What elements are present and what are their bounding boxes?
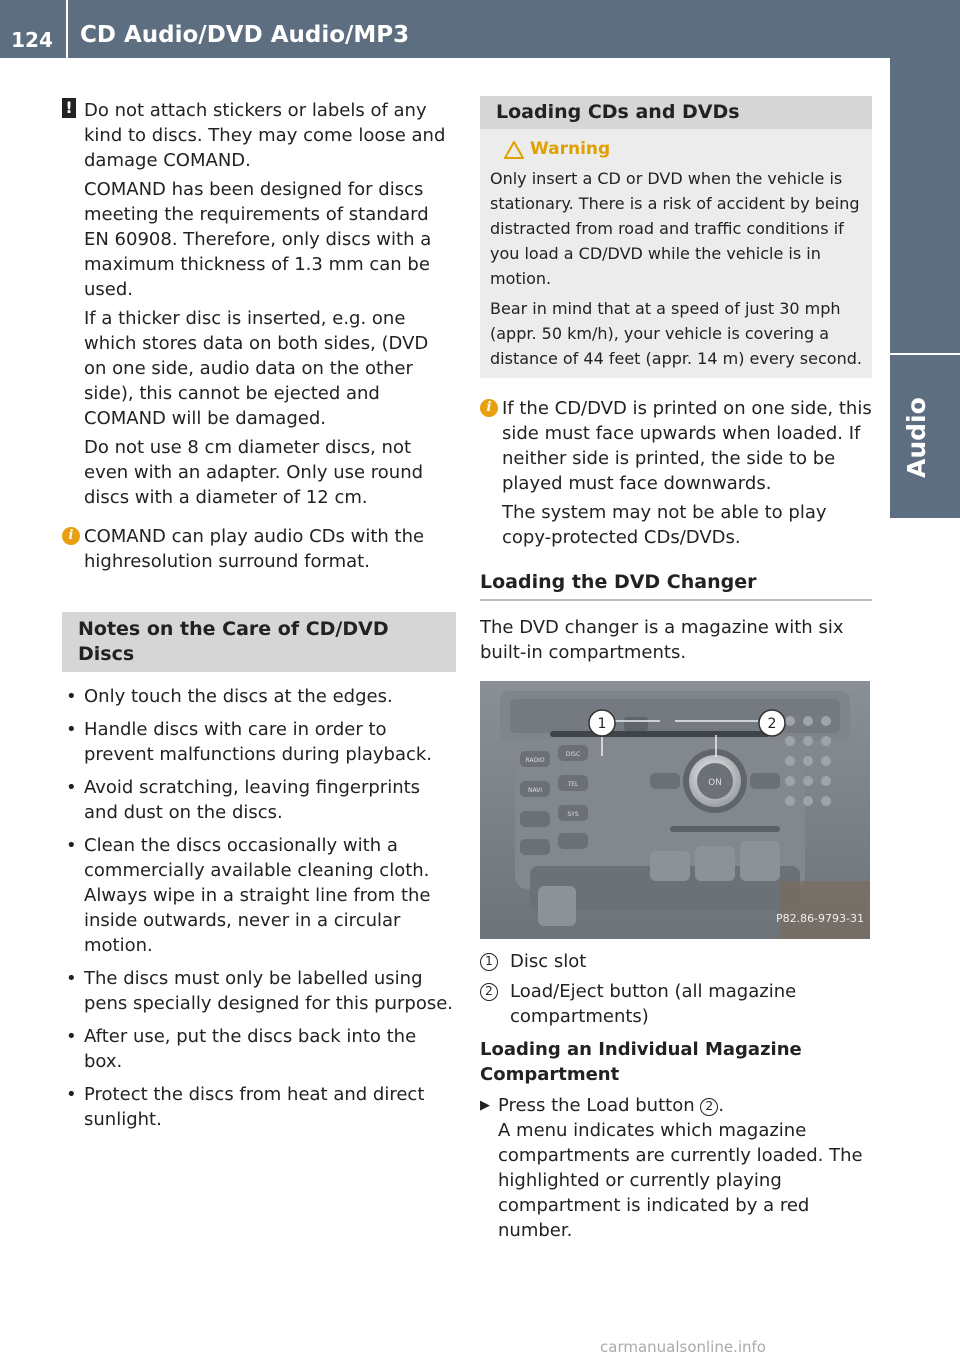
caution-paragraph: COMAND has been designed for discs meeting the requirements of standard EN 60908. Therefore, only discs with a maximum thickness of 1.3 mm can be used. [84, 179, 432, 300]
dvd-changer-photo [480, 681, 870, 939]
on-label: ON [708, 778, 722, 788]
care-bullet-list [62, 684, 456, 1132]
step-text: Press the Load button [498, 1095, 695, 1116]
warning-paragraph: Only insert a CD or DVD when the vehicle is stationary. There is a risk of accident by being distracted from road and traffic conditions if you load a CD/DVD while the vehicle is in motion. [490, 169, 860, 288]
radio-label: RADIO [525, 757, 545, 764]
warning-title [490, 137, 862, 162]
legend-item [480, 979, 872, 1029]
warning-paragraph: Bear in mind that at a speed of just 30 mph (appr. 50 km/h), your vehicle is covering a distance of 44 feet (appr. 14 m) every second. [490, 299, 862, 368]
chapter-title: CD Audio/DVD Audio/MP3 [80, 22, 410, 48]
step-result: A menu indicates which magazine compartments are currently loaded. The highlighted or currently playing compartment is indicated by a red number. [498, 1120, 863, 1241]
legend-item [480, 949, 872, 974]
section-tab-label: Audio [902, 397, 931, 478]
legend-number: 1 [480, 953, 498, 971]
info-icon: i [62, 527, 80, 545]
info-icon: i [480, 399, 498, 417]
caution-paragraph: Do not use 8 cm diameter discs, not even with an adapter. Only use round discs with a diameter of 12 cm. [84, 437, 424, 508]
legend-text: Disc slot [510, 951, 587, 972]
step-callout-number: 2 [700, 1098, 718, 1116]
navi-label: NAVI [527, 787, 543, 794]
right-column [480, 96, 872, 1243]
warning-box [480, 129, 872, 378]
photo-caption: P82.86-9793-31 [775, 912, 864, 925]
sys-label: SYS [567, 811, 579, 818]
callout-2-label: 2 [767, 716, 777, 732]
care-heading: Notes on the Care of CD/DVD Discs [62, 612, 456, 672]
tel-label: TEL [567, 781, 579, 788]
header-divider [66, 0, 68, 58]
changer-text: The DVD changer is a magazine with six built-in compartments. [480, 617, 844, 663]
list-item: • After use, put the discs back into the box. [62, 1024, 456, 1074]
list-item: • Protect the discs from heat and direct sunlight. [62, 1082, 456, 1132]
step-arrow-icon: ▶ [480, 1098, 490, 1113]
info-paragraph: The system may not be able to play copy-protected CDs/DVDs. [502, 502, 827, 548]
individual-heading: Loading an Individual Magazine Compartment [480, 1039, 802, 1085]
list-item: • Handle discs with care in order to prevent malfunctions during playback. [62, 717, 456, 767]
info-note [480, 396, 872, 550]
caution-note [62, 98, 456, 510]
list-item: • The discs must only be labelled using pens specially designed for this purpose. [62, 966, 456, 1016]
list-item: • Avoid scratching, leaving fingerprints and dust on the discs. [62, 775, 456, 825]
caution-paragraph: Do not attach stickers or labels of any kind to discs. They may come loose and damage COMAND. [84, 100, 446, 171]
warning-triangle-icon [504, 141, 524, 159]
list-item: • Clean the discs occasionally with a commercially available cleaning cloth. Always wipe in a straight line from the inside outwards, never in a circular motion. [62, 833, 456, 958]
page-number: 124 [11, 28, 53, 52]
exclamation-icon: ! [62, 98, 76, 118]
header-bar [0, 0, 960, 58]
watermark: carmanualsonline.info [600, 1338, 766, 1356]
info-note-text: COMAND can play audio CDs with the highresolution surround format. [84, 526, 425, 572]
changer-heading: Loading the DVD Changer [480, 570, 872, 601]
section-tab [890, 58, 960, 518]
legend-number: 2 [480, 983, 498, 1001]
list-item: • Only touch the discs at the edges. [62, 684, 456, 709]
left-column [62, 98, 456, 1140]
section-tab-divider [890, 353, 960, 355]
callout-1-label: 1 [597, 716, 607, 732]
disc-label: DISC [565, 751, 581, 758]
step-suffix: . [718, 1095, 725, 1116]
info-paragraph: If the CD/DVD is printed on one side, this side must face upwards when loaded. If neither side is printed, the side to be played must face downwards. [502, 398, 872, 494]
warning-title-text: Warning [530, 139, 611, 159]
caution-paragraph: If a thicker disc is inserted, e.g. one which stores data on both sides, (DVD on one side, audio data on the other side), this cannot be ejected and COMAND will be damaged. [84, 308, 429, 429]
step-instruction [480, 1093, 872, 1243]
console-illustration [480, 681, 870, 939]
legend-text: Load/Eject button (all magazine compartments) [510, 981, 797, 1027]
loading-heading: Loading CDs and DVDs [480, 96, 872, 129]
info-note [62, 524, 456, 574]
